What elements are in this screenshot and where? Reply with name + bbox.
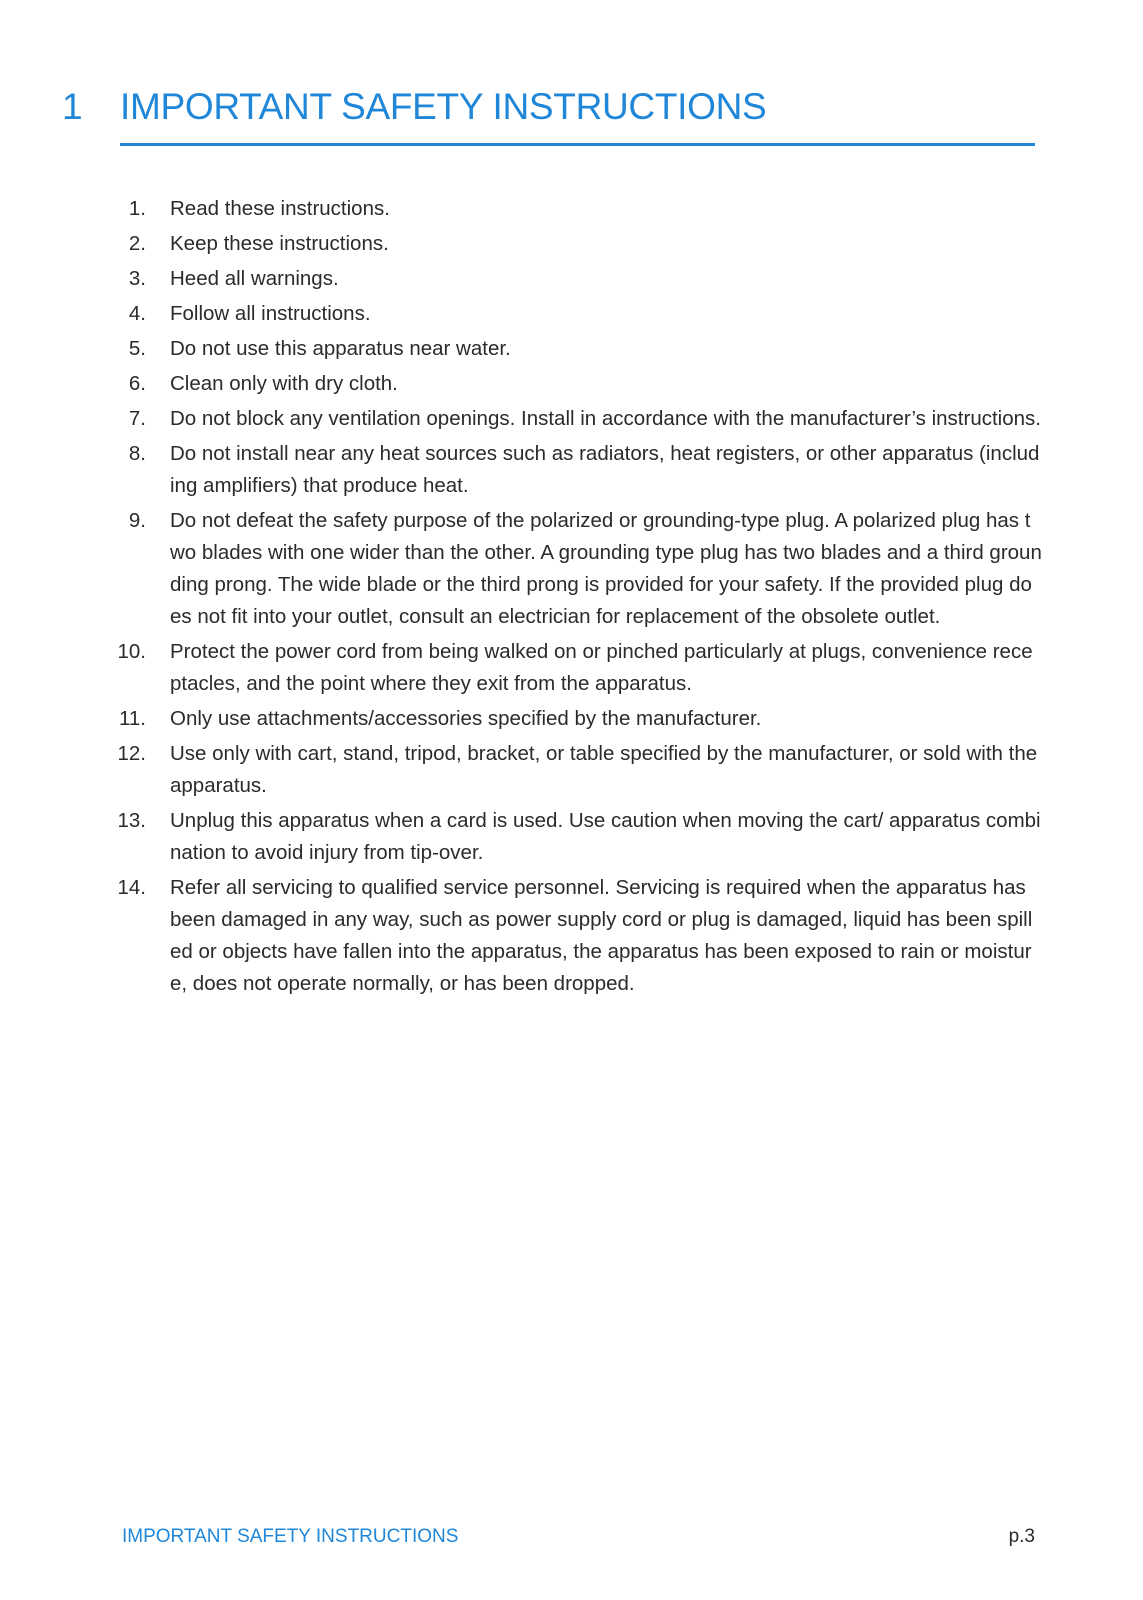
instruction-list <box>104 193 1042 1003</box>
instruction-number: 13. <box>117 809 146 832</box>
instruction-text: Do not use this apparatus near water. <box>170 337 511 360</box>
instruction-number: 7. <box>128 407 146 430</box>
instruction-item <box>104 505 1042 633</box>
instruction-item <box>104 263 1042 295</box>
instruction-item <box>104 438 1042 502</box>
instruction-text: Do not defeat the safety purpose of the polarized or grounding-type plug. A polarized plug has two blades with one wider than the other. A grounding type plug has two blades and a third grounding prong. The wide blade or the third prong is provided for your safety. If the provided plug does not fit into your outlet, consult an electrician for replacement of the obsolete outlet. <box>170 509 1042 628</box>
instruction-item <box>104 298 1042 330</box>
instruction-text: Protect the power cord from being walked on or pinched particularly at plugs, convenience receptacles, and the point where they exit from the apparatus. <box>170 640 1033 695</box>
instruction-item <box>104 872 1042 1000</box>
page-number: p.3 <box>1008 1526 1035 1547</box>
instruction-text: Follow all instructions. <box>170 302 371 325</box>
instruction-text: Use only with cart, stand, tripod, bracket, or table specified by the manufacturer, or sold with the apparatus. <box>170 742 1038 797</box>
instruction-item <box>104 403 1042 435</box>
heading-underline <box>120 143 1035 146</box>
instruction-text: Do not block any ventilation openings. Install in accordance with the manufacturer’s instructions. <box>170 407 1041 430</box>
instruction-text: Unplug this apparatus when a card is used. Use caution when moving the cart/ apparatus combination to avoid injury from tip-over. <box>170 809 1041 864</box>
instruction-text: Do not install near any heat sources such as radiators, heat registers, or other apparatus (including amplifiers) that produce heat. <box>170 442 1040 497</box>
instruction-item <box>104 805 1042 869</box>
page-footer <box>122 1526 1035 1548</box>
instruction-number: 14. <box>117 876 146 899</box>
instruction-item <box>104 636 1042 700</box>
instruction-text: Keep these instructions. <box>170 232 389 255</box>
instruction-item <box>104 738 1042 802</box>
instruction-text: Heed all warnings. <box>170 267 339 290</box>
instruction-number: 8. <box>128 442 146 465</box>
section-title: IMPORTANT SAFETY INSTRUCTIONS <box>120 86 767 127</box>
instruction-item <box>104 228 1042 260</box>
instruction-text: Read these instructions. <box>170 197 390 220</box>
instruction-number: 10. <box>117 640 146 663</box>
instruction-number: 5. <box>128 337 146 360</box>
instruction-text: Only use attachments/accessories specified by the manufacturer. <box>170 707 762 730</box>
instruction-number: 2. <box>128 232 146 255</box>
instruction-number: 9. <box>128 509 146 532</box>
instruction-item <box>104 193 1042 225</box>
instruction-number: 4. <box>128 302 146 325</box>
footer-section-title: IMPORTANT SAFETY INSTRUCTIONS <box>122 1526 459 1547</box>
instruction-number: 11. <box>119 707 146 730</box>
instruction-item <box>104 368 1042 400</box>
instruction-text: Refer all servicing to qualified service personnel. Servicing is required when the apparatus has been damaged in any way, such as power supply cord or plug is damaged, liquid has been spilled or objects have fallen into the apparatus, the apparatus has been exposed to rain or moisture, does not operate normally, or has been dropped. <box>170 876 1033 995</box>
section-number: 1 <box>62 86 83 127</box>
instruction-number: 1. <box>128 197 146 220</box>
instruction-text: Clean only with dry cloth. <box>170 372 398 395</box>
instruction-number: 6. <box>128 372 146 395</box>
instruction-number: 12. <box>117 742 146 765</box>
instruction-number: 3. <box>128 267 146 290</box>
instruction-item <box>104 333 1042 365</box>
section-heading <box>62 86 766 136</box>
instruction-item <box>104 703 1042 735</box>
